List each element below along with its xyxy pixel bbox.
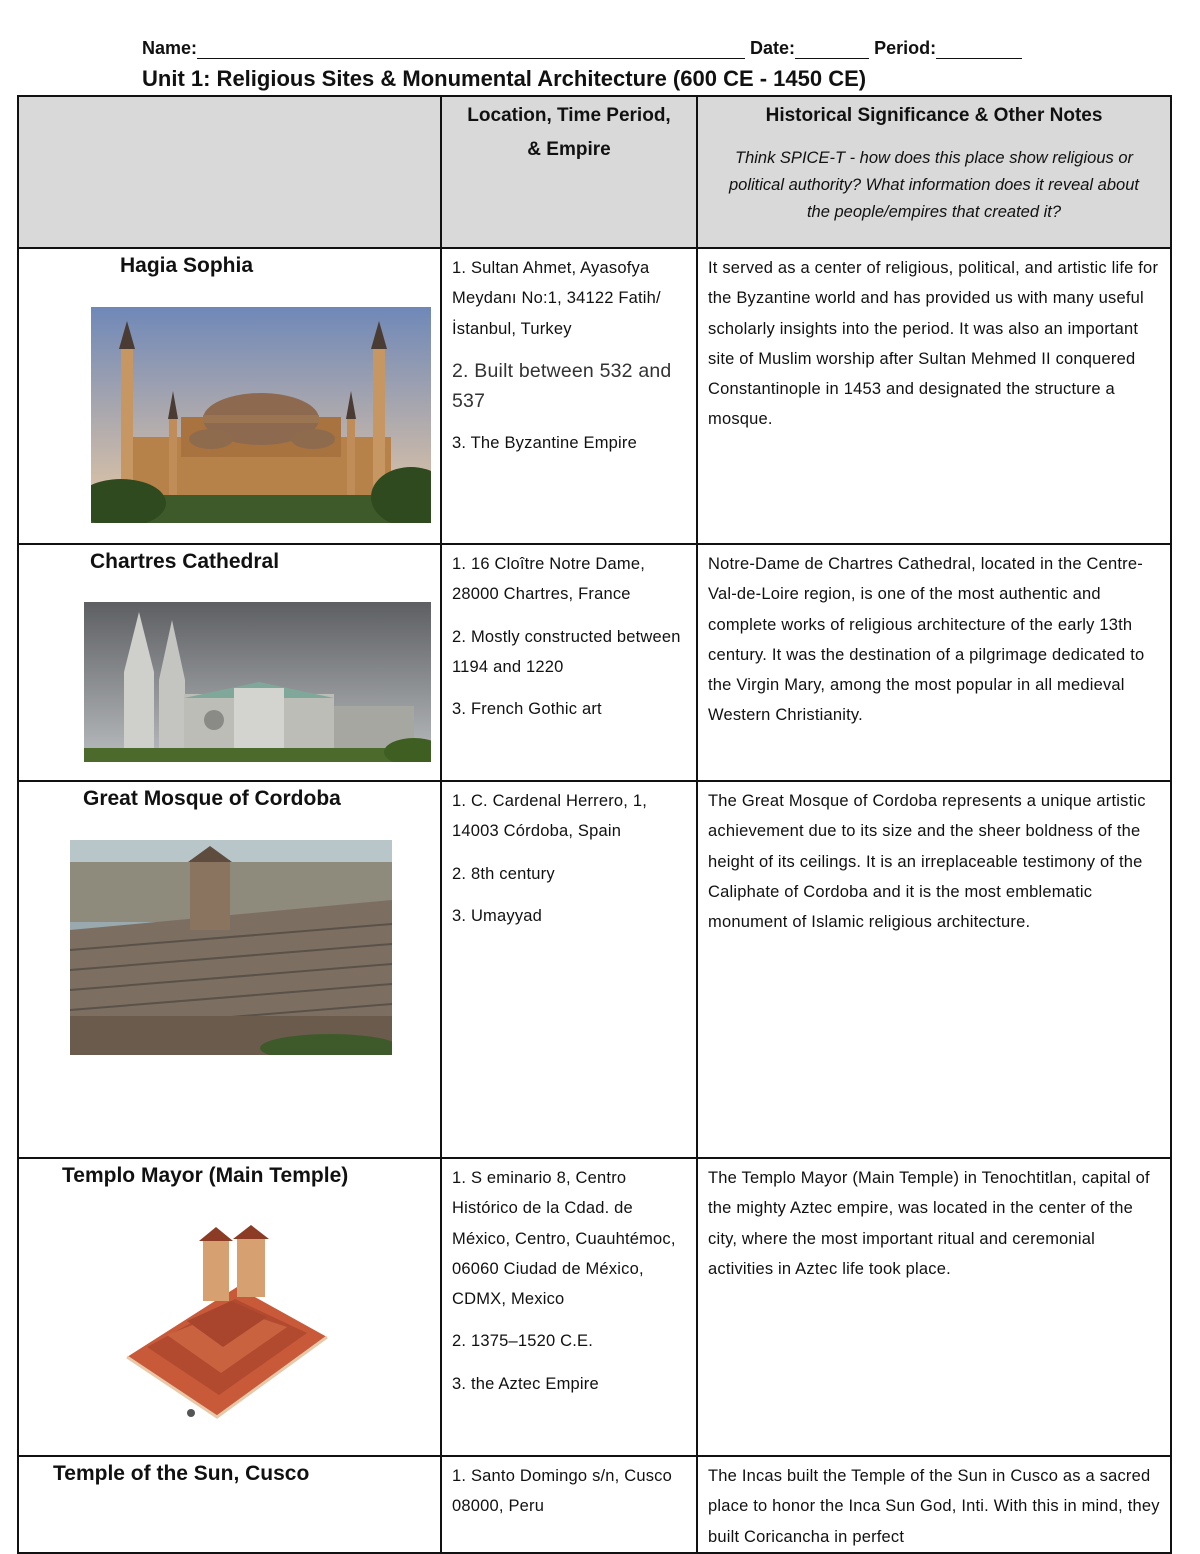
table-header-row	[18, 96, 1171, 248]
notes-cell	[697, 544, 1171, 781]
period-blank[interactable]	[936, 40, 1022, 59]
table-row	[18, 781, 1171, 1158]
date-blank[interactable]	[795, 40, 869, 59]
significance-notes: The Great Mosque of Cordoba represents a unique artistic achievement due to its size and the sheer boldness of the height of its ceilings. It is an irreplaceable testimony of the Caliphate of Cordoba and it is the most emblematic monument of Islamic religious architecture.	[708, 792, 1146, 932]
location-address: 1. Santo Domingo s/n, Cusco 08000, Peru	[452, 1467, 673, 1516]
sites-table	[17, 95, 1172, 1554]
location-cell	[441, 544, 697, 781]
site-cell	[18, 1158, 441, 1456]
site-name: Temple of the Sun, Cusco	[53, 1462, 310, 1485]
significance-notes: The Templo Mayor (Main Temple) in Tenochtitlan, capital of the mighty Aztec empire, was located in the center of the city, where the most important ritual and ceremonial activities in Aztec life took place.	[708, 1169, 1150, 1278]
site-cell	[18, 781, 441, 1158]
location-address: 1. Sultan Ahmet, Ayasofya Meydanı No:1, 34122 Fatih/İstanbul, Turkey	[452, 259, 661, 338]
site-cell	[18, 1456, 441, 1553]
hagia-sophia-photo	[91, 307, 431, 523]
empire: 3. the Aztec Empire	[452, 1374, 599, 1393]
time-period: 2. 8th century	[452, 864, 555, 883]
location-address: 1. S eminario 8, Centro Histórico de la Cdad. de México, Centro, Cuauhtémoc, 06060 Ciudad de México, CDMX, Mexico	[452, 1169, 676, 1309]
empire: 3. The Byzantine Empire	[452, 433, 637, 452]
time-period: 2. Built between 532 and 537	[452, 359, 672, 412]
table-row	[18, 1456, 1171, 1553]
time-period: 2. Mostly constructed between 1194 and 1220	[452, 627, 681, 676]
location-header: Location, Time Period, & Empire	[467, 105, 671, 160]
location-address: 1. C. Cardenal Herrero, 1, 14003 Córdoba, Spain	[452, 792, 648, 841]
period-label: Period:	[874, 38, 937, 58]
notes-header: Historical Significance & Other Notes	[765, 105, 1103, 126]
header-cell-location	[441, 96, 697, 248]
name-blank[interactable]	[197, 40, 745, 59]
site-name: Hagia Sophia	[120, 254, 254, 277]
notes-cell	[697, 781, 1171, 1158]
great-mosque-cordoba-photo	[70, 840, 392, 1055]
significance-notes: Notre-Dame de Chartres Cathedral, located in the Centre-Val-de-Loire region, is one of the most authentic and complete works of religious architecture of the early 13th century. It was the destination of a pilgrimage dedicated to the Virgin Mary, among the most popular in all medieval Western Christianity.	[708, 555, 1145, 725]
page-title: Unit 1: Religious Sites & Monumental Architecture (600 CE - 1450 CE)	[142, 66, 867, 91]
chartres-cathedral-photo	[84, 602, 431, 762]
location-address: 1. 16 Cloître Notre Dame, 28000 Chartres, France	[452, 555, 645, 604]
header-cell-notes	[697, 96, 1171, 248]
site-name: Chartres Cathedral	[90, 550, 280, 573]
significance-notes: It served as a center of religious, political, and artistic life for the Byzantine world and has provided us with many useful scholarly insights into the period. It was also an important site of Muslim worship after Sultan Mehmed II conquered Constantinople in 1453 and designated the structure a mosque.	[708, 259, 1159, 429]
site-name: Templo Mayor (Main Temple)	[62, 1164, 349, 1187]
notes-cell	[697, 1456, 1171, 1553]
site-cell	[18, 544, 441, 781]
location-cell	[441, 248, 697, 544]
location-cell	[441, 1456, 697, 1553]
spice-t-instructions: Think SPICE-T - how does this place show religious or political authority? What information does it reveal about the people/empires that created it?	[729, 149, 1139, 221]
location-cell	[441, 781, 697, 1158]
empire: 3. French Gothic art	[452, 700, 602, 719]
notes-cell	[697, 248, 1171, 544]
empire: 3. Umayyad	[452, 906, 543, 925]
significance-notes: The Incas built the Temple of the Sun in Cusco as a sacred place to honor the Inca Sun God, Inti. With this in mind, they built Coricancha in perfect	[708, 1467, 1160, 1546]
location-cell	[441, 1158, 697, 1456]
templo-mayor-illustration	[107, 1217, 345, 1432]
name-label: Name:	[142, 38, 198, 58]
table-row	[18, 1158, 1171, 1456]
date-label: Date:	[750, 38, 796, 58]
name-date-period-line	[142, 38, 1042, 59]
header-cell-site	[18, 96, 441, 248]
site-name: Great Mosque of Cordoba	[83, 787, 341, 810]
table-row	[18, 544, 1171, 781]
table-row	[18, 248, 1171, 544]
time-period: 2. 1375–1520 C.E.	[452, 1332, 594, 1351]
notes-cell	[697, 1158, 1171, 1456]
site-cell	[18, 248, 441, 544]
